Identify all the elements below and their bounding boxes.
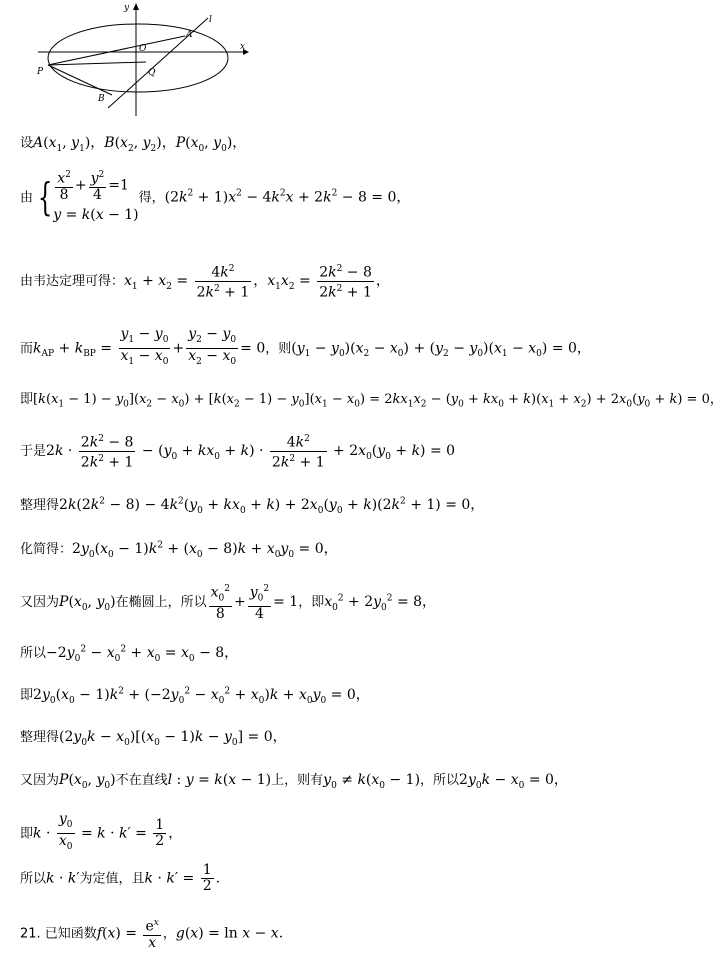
label-A: A [186, 30, 193, 40]
line-substitute: 于是2k · $\frac{2k^2 - 8}{2k^2 + 1}$ − $(y_0 + kx_0 + k)$ · $\frac{4k^2}{2k^2 + 1}$ + $2x_0(y_0 + k) = 0$ [20, 434, 456, 471]
line-problem-21: 21. 已知函数f(x) = $\frac{e^x}{x}$ ，g(x) = ln x − x. [20, 918, 284, 951]
ellipse-figure [28, 0, 258, 118]
segment-PQ [48, 62, 146, 65]
line-rearrange: 整理得$2k(2k^2 - 8) - 4k^2(y_0 + kx_0 + k) + 2x_0(y_0 + k)(2k^2 + 1) = 0$， [20, 496, 485, 516]
ellipse [48, 24, 228, 92]
line-vieta: 由韦达定理可得：$x_1 + x_2$ = $\frac{4k^2}{2k^2 + 1}$ ，$x_1x_2$ = $\frac{2k^2 - 8}{2k^2 + 1}$ ， [20, 264, 390, 301]
line-factor: 整理得$(2y_0k - x_0)[(x_0 - 1)k - y_0] = 0$， [20, 729, 287, 748]
label-y: y [124, 3, 130, 13]
line-namely-1: 即$2y_0(x_0 - 1)k^2 + (-2y_0^2 - x_0^2 + x_0)k + x_0y_0 = 0$， [20, 686, 370, 706]
label-P: P [37, 67, 44, 77]
line-simplify: 化简得：$2y_0(x_0 - 1)k^2 + (x_0 - 8)k + x_0y_0 = 0$， [20, 540, 338, 560]
y-axis-arrow [133, 3, 139, 10]
segment-PB [48, 65, 112, 95]
line-not-on-l: 又因为$P(x_0$, $y_0$)不在直线l : y = k(x − 1)上，则有$y_0 \ne k(x_0 - 1)$，所以$2y_0k - x_0 = 0$， [20, 772, 568, 791]
label-x: x [240, 42, 246, 52]
label-l: l [209, 15, 212, 25]
line-expand: 即$[k(x_1 - 1) - y_0](x_2 - x_0) + [k(x_2 - 1) - y_0](x_1 - x_0) = 2kx_1x_2 - (y_0 + kx_0 + k)(x_1 + x_2) + 2x_0(y_0 + k) = 0$， [20, 392, 723, 410]
line-conclusion: 所以k · k′为定值，且k · k′ = $\frac{1}{2}$ . [20, 862, 221, 894]
label-B: B [98, 94, 105, 104]
line-namely-2: 即k · $\frac{y_0}{x_0}$ = k · k′ = $\frac{1}{2}$ ， [20, 811, 183, 852]
line-therefore-1: 所以$-2y_0^2 - x_0^2 + x_0 = x_0 - 8$， [20, 644, 239, 664]
line-system: 由 { $\frac{x^2}{8}$ + $\frac{y^2}{4}$ =1 y = k(x − 1) 得，$(2k^2 + 1)x^2 - 4k^2x + 2k^2 - 8 = 0$， [20, 170, 411, 223]
line-set-points: 设$A(x_1$, $y_1$)，$B(x_2$, $y_2$)，$P(x_0$, $y_0$)， [20, 135, 247, 154]
line-on-ellipse: 又因为$P(x_0$, $y_0$)在椭圆上，所以 $\frac{x_0^2}{8}$ + $\frac{y_0^2}{4}$ = 1，即$x_0^2 + 2y_0^2 = 8$， [20, 584, 437, 623]
segment-PA [48, 36, 185, 65]
label-Q: Q [148, 68, 156, 78]
line-slopes: 而$k_{AP} + k_{BP}$ = $\frac{y_1 - y_0}{x_1 - x_0}$ + $\frac{y_2 - y_0}{x_2 - x_0}$ = 0，则$(y_1 - y_0)(x_2 - x_0) + (y_2 - y_0)(x_1 - x_0) = 0$， [20, 326, 591, 367]
label-O: O [139, 44, 147, 54]
